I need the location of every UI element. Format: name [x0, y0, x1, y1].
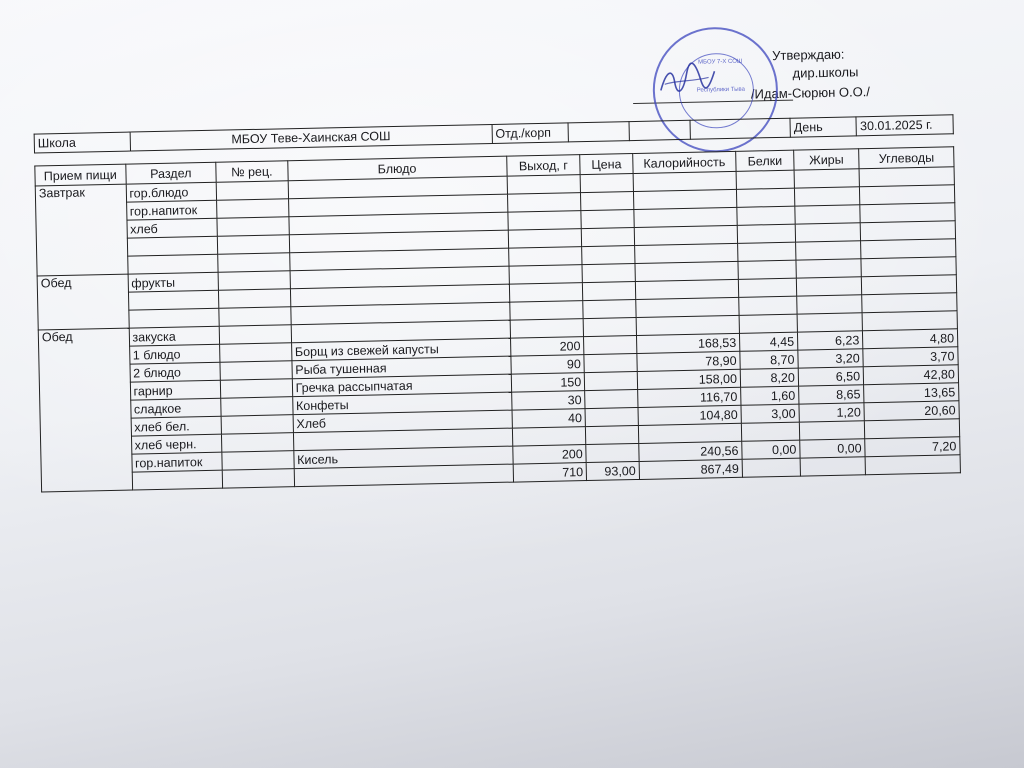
fat-cell: 6,50	[798, 367, 864, 386]
col-output: Выход, г	[506, 155, 580, 177]
dish-cell: Конфеты	[292, 392, 511, 415]
section-cell: гарнир	[130, 380, 221, 400]
col-carbs: Углеводы	[859, 147, 954, 169]
total-price: 93,00	[586, 461, 639, 480]
dish-cell: Хлеб	[293, 410, 512, 433]
output-cell: 150	[511, 373, 585, 393]
output-cell: 200	[510, 337, 584, 357]
col-calories: Калорийность	[633, 151, 737, 173]
section-cell: хлеб черн.	[131, 434, 222, 454]
carbs-cell: 42,80	[863, 365, 958, 385]
col-fat: Жиры	[794, 149, 860, 170]
calories-cell: 104,80	[638, 405, 742, 425]
protein-cell: 1,60	[741, 386, 799, 405]
meal-lunch: Обед	[38, 328, 132, 492]
dish-cell: Борщ из свежей капусты	[291, 338, 510, 361]
col-section: Раздел	[125, 162, 216, 184]
fat-cell: 0,00	[800, 439, 866, 458]
approval-title: Утверждаю:	[772, 46, 845, 64]
section-cell: фрукты	[128, 272, 219, 292]
section-cell: 1 блюдо	[129, 344, 220, 364]
approval-position: дир.школы	[792, 64, 859, 81]
approval-name: /Идам-Сюрюн О.О./	[750, 84, 871, 102]
day-label: День	[790, 117, 857, 137]
fat-cell: 8,65	[799, 385, 865, 404]
fat-cell: 6,23	[797, 331, 863, 350]
calories-cell: 240,56	[639, 441, 743, 461]
carbs-cell: 4,80	[863, 329, 958, 349]
total-calories: 867,49	[639, 459, 743, 479]
carbs-cell: 3,70	[863, 347, 958, 367]
col-meal: Прием пищи	[35, 164, 126, 186]
school-name: МБОУ Теве-Хаинская СОШ	[130, 124, 492, 151]
section-cell: гор.напиток	[131, 452, 222, 472]
fat-cell: 3,20	[798, 349, 864, 368]
calories-cell: 168,53	[636, 333, 740, 353]
col-protein: Белки	[736, 150, 794, 171]
section-cell: сладкое	[130, 398, 221, 418]
section-cell: гор.блюдо	[126, 182, 217, 202]
dish-cell: Рыба тушенная	[292, 356, 511, 379]
dish-cell: Гречка рассыпчатая	[292, 374, 511, 397]
dish-cell: Кисель	[293, 446, 512, 469]
calories-cell: 116,70	[638, 387, 742, 407]
stamp-text: МБОУ 7-Х СОШ Республики Тыва	[696, 58, 746, 94]
col-recipe: № рец.	[216, 161, 288, 182]
dept-label: Отд./корп	[492, 123, 569, 144]
fat-cell: 1,20	[799, 403, 865, 422]
meal-breakfast: Завтрак	[35, 184, 127, 276]
calories-cell: 78,90	[637, 351, 741, 371]
output-cell: 200	[512, 445, 586, 465]
section-cell: хлеб бел.	[131, 416, 222, 436]
signature-scribble	[656, 59, 717, 100]
section-cell: 2 блюдо	[130, 362, 221, 382]
carbs-cell: 13,65	[864, 383, 959, 403]
output-cell: 90	[510, 355, 584, 375]
menu-table	[34, 146, 961, 492]
menu-document	[12, 36, 977, 526]
col-dish: Блюдо	[287, 156, 506, 181]
output-cell: 30	[511, 391, 585, 411]
school-label: Школа	[34, 132, 130, 153]
meal-snack: Обед	[37, 274, 129, 330]
protein-cell: 0,00	[742, 440, 800, 459]
calories-cell: 158,00	[637, 369, 741, 389]
carbs-cell: 7,20	[865, 437, 960, 457]
carbs-cell: 20,60	[864, 401, 959, 421]
col-price: Цена	[580, 154, 633, 175]
protein-cell: 8,70	[740, 350, 798, 369]
protein-cell: 3,00	[741, 404, 799, 423]
section-cell: закуска	[129, 326, 220, 346]
protein-cell: 4,45	[740, 332, 798, 351]
output-cell: 40	[512, 409, 586, 429]
header-table	[34, 114, 954, 153]
protein-cell: 8,20	[740, 368, 798, 387]
total-output: 710	[513, 463, 587, 483]
section-cell: гор.напиток	[126, 200, 217, 220]
date-value: 30.01.2025 г.	[856, 115, 953, 136]
section-cell: хлеб	[126, 218, 217, 238]
